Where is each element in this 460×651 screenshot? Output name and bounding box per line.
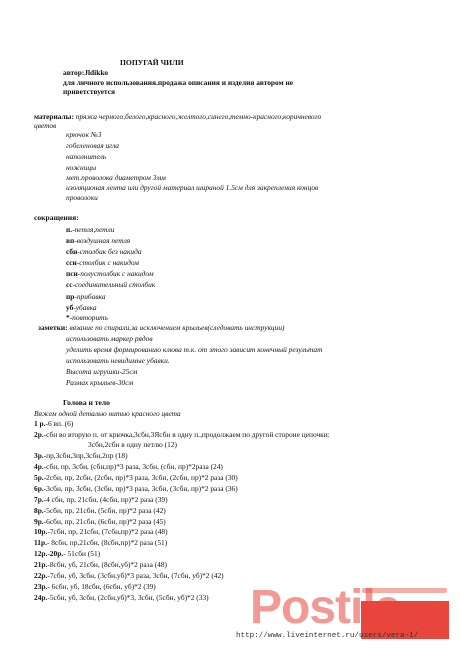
pattern-row: 1 р.-6 вп. (6) — [34, 419, 74, 428]
pattern-row: 10р.-7сбн, пр, 21сбн, (7сбн,пр)*2 раза (48) — [34, 527, 168, 536]
doc-notice-line-1: для личного использования.продажа описания и изделия автором не — [63, 78, 294, 87]
watermark-url: http://www.liveinternet.ru/users/vera-1/ — [236, 632, 419, 640]
materials-line-1 — [34, 112, 321, 121]
materials-item: проволоки — [66, 193, 98, 202]
pattern-row: 21р.-8сбн, уб, 21сбн, (8сбн,уб)*2 раза (48) — [34, 560, 168, 569]
pattern-row: 8р.-5сбн, пр, 21сбн, (5сбн, пр)*2 раза (42) — [34, 506, 166, 515]
materials-item: гобеленовая игла — [66, 141, 119, 150]
abbreviations-label: сокращения: — [34, 213, 79, 222]
materials-text-1: пряжа черного,белого,красного,желтого,синего,темно-красного,коричневого — [75, 112, 322, 121]
pattern-row: 7р.-4 сбн, пр, 21сбн, (4сбн, пр)*2 раза (39) — [34, 495, 168, 504]
notes-item: Размах крыльев-30см — [66, 378, 134, 387]
pattern-row: 9р.-6сбн, пр, 21сбн, (6сбн, пр)*2 раза (45) — [34, 517, 166, 526]
materials-label: материалы: — [34, 112, 74, 121]
materials-item: крючок №3 — [66, 130, 102, 139]
abbreviation-row: *-повторить — [66, 313, 108, 322]
pattern-row: 12р.-20р.- 51сбн (51) — [34, 549, 101, 558]
pattern-row: 5р.-2сбн, пр, 2сбн, (2сбн, пр)*3 раза, 3сбн, (2сбн, пр)*2 раза (30) — [34, 473, 238, 482]
doc-notice-line-2: приветствуется — [63, 87, 116, 96]
materials-item: изоляционая лента или другой материал шириной 1.5см для закрепления концов — [66, 183, 319, 192]
pattern-row: 4р.-сбн, пр, 3сбн, (сбн,пр)*3 раза, 3сбн, (сбн, пр)*2раза (24) — [34, 462, 223, 471]
materials-item: ножницы — [66, 163, 97, 172]
pattern-row: 6р.-3сбн, пр, 3сбн, (3сбн, пр)*3 раза, 3сбн, (3сбн, пр)*2 раза (36) — [34, 484, 238, 493]
pattern-row-continuation: 3сбн,2сбн в одну петлю (12) — [88, 440, 177, 449]
notes-line-1: заметки: вязание по спирали,за исключением крыльев(следовать инструкции) — [38, 323, 285, 332]
materials-item: наполнитель — [66, 152, 107, 161]
materials-item: мет.проволока диаметром 3мм — [66, 173, 166, 182]
abbreviation-row: пр-прибавка — [66, 292, 106, 301]
doc-author: автор:Jldikko — [63, 68, 109, 77]
materials-line-2: цветов — [34, 121, 57, 130]
notes-item: использовать невидимые убавки. — [66, 356, 170, 365]
pattern-row: 23р.- 6сбн, уб, 18сбн, (6сбн, уб)*2 (39) — [34, 582, 156, 591]
section-subtitle: Вяжем одной деталью нитью красного цвета — [34, 409, 181, 418]
abbreviation-row: псн-полустолбик с накидом — [66, 269, 154, 278]
doc-title: ПОПУГАЙ ЧИЛИ — [120, 58, 184, 67]
abbreviation-row: сс-соединительный столбик — [66, 280, 156, 289]
abbreviation-row: сбн-столбик без накида — [66, 247, 142, 256]
notes-item: Высота игрушки-25см — [66, 367, 138, 376]
notes-item: использовать маркер рядов — [66, 334, 153, 343]
abbreviation-row: ссн-столбик с накидом — [66, 258, 139, 267]
notes-label: заметки: — [38, 323, 68, 332]
abbreviation-row: уб-убавка — [66, 303, 97, 312]
pattern-row: 11р.- 8сбн, пр,21сбн, (8сбн,пр)*2 раза (51) — [34, 538, 168, 547]
section-title: Голова и тело — [63, 398, 110, 407]
pattern-row: 24р.-5сбн, уб, 3сбн, (2сбн,уб)*3, 3сбн, (5сбн, уб)*2 (33) — [34, 593, 209, 602]
watermark-logo: Postila — [250, 581, 401, 634]
abbreviation-row: п.-петля,петли — [66, 225, 115, 234]
pattern-row: 3р.-пр,3сбн,3пр,3сбн,2пр (18) — [34, 451, 128, 460]
pattern-row: 22р.-7сбн, уб, 3сбн, (3сбн,уб)*3 раза, 3сбн, (7сбн, уб)*2 (42) — [34, 571, 224, 580]
notes-item: уделить время формированию клюва т.к. от этого зависит конечный результат — [66, 345, 323, 354]
abbreviation-row: вп-воздушная петля — [66, 236, 131, 245]
pattern-row: 2р.-сбн во вторую п. от крючка,3сбн,3Ясбн в одну п.,продолжаем по другой стороне цепочки: — [34, 430, 330, 439]
